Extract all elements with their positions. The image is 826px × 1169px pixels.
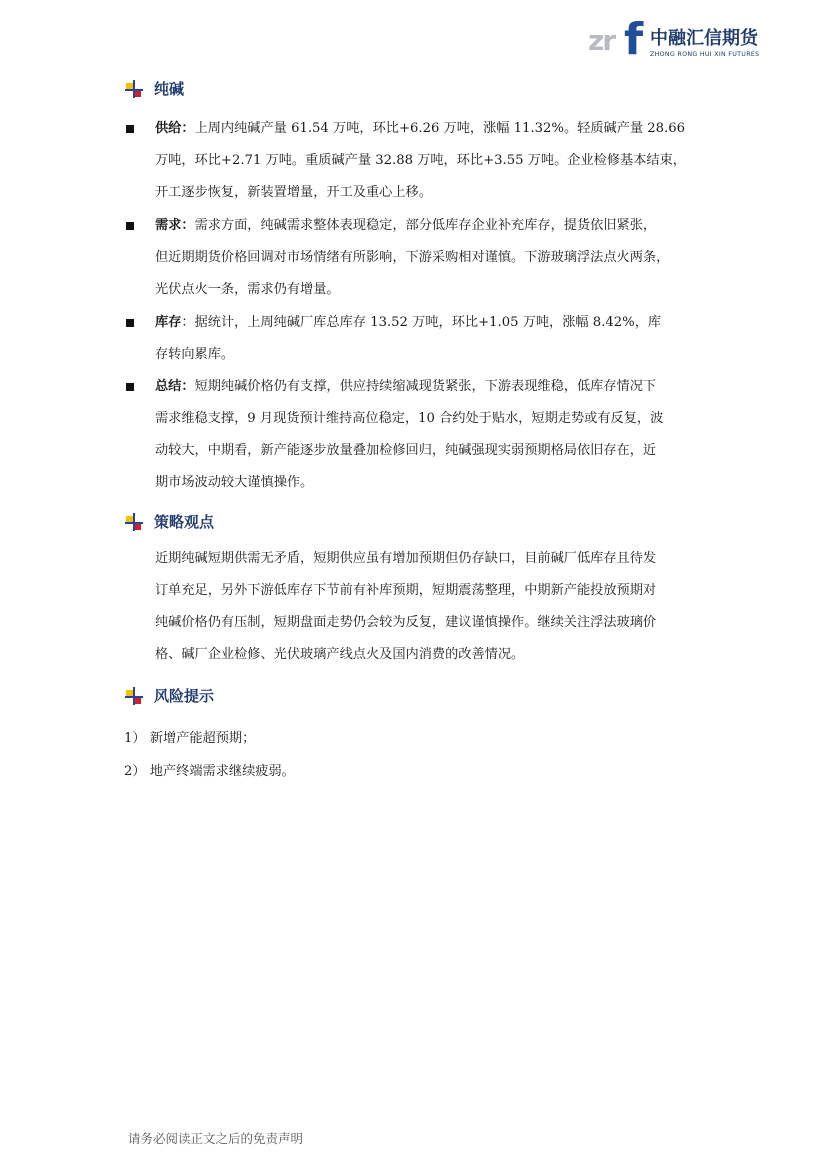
supply-line-3: 开工逐步恢复，新装置增量，开工及重心上移。: [155, 185, 432, 200]
section-marker-icon: [124, 686, 144, 706]
strategy-line-2: 订单充足，另外下游低库存下节前有补库预期，短期震荡整理，中期新产能投放预期对: [155, 583, 657, 598]
logo-chinese-name: 中融汇信期货: [650, 28, 758, 49]
strategy-line-1: 近期纯碱短期供需无矛盾，短期供应虽有增加预期但仍存缺口，目前碱厂低库存且待发: [155, 551, 657, 566]
section-marker-icon: [124, 512, 144, 532]
footer-disclaimer: 请务必阅读正文之后的免责声明: [128, 1131, 304, 1146]
strategy-line-4: 格、碱厂企业检修、光伏玻璃产线点火及国内消费的改善情况。: [155, 647, 525, 662]
demand-paragraph: [155, 210, 669, 306]
logo-mark-f: f: [624, 14, 644, 65]
demand-line-1: 需求方面，纯碱需求整体表现稳定，部分低库存企业补充库存，提货依旧紧张，: [194, 218, 657, 233]
supply-line-2: 万吨，环比+2.71 万吨。重质碱产量 32.88 万吨，环比+3.55 万吨。企业检修基本结束，: [155, 153, 686, 168]
summary-label: 总结：: [155, 379, 195, 394]
summary-line-4: 期市场波动较大谨慎操作。: [155, 475, 314, 490]
company-logo: [588, 14, 788, 65]
inventory-line-2: 存转向累库。: [155, 347, 235, 362]
inventory-line-1: ：据统计，上周纯碱厂库总库存 13.52 万吨，环比+1.05 万吨，涨幅 8.42%，库: [181, 315, 662, 330]
summary-line-1: 短期纯碱价格仍有支撑，供应持续缩减现货紧张，下游表现维稳，低库存情况下: [194, 379, 657, 394]
inventory-paragraph: [155, 307, 661, 371]
inventory-label: 库存: [155, 315, 182, 330]
section-marker-icon: [124, 79, 144, 99]
supply-label: 供给：: [155, 121, 195, 136]
summary-paragraph: [155, 371, 663, 499]
risk-item-2: 2） 地产终端需求继续疲弱。: [124, 764, 295, 779]
section-title: 策略观点: [154, 513, 215, 531]
bullet-square-icon: [126, 222, 134, 230]
risk-item-1: 1） 新增产能超预期；: [124, 731, 256, 746]
summary-line-3: 动较大，中期看，新产能逐步放量叠加检修回归，纯碱强现实弱预期格局依旧存在，近: [155, 443, 657, 458]
section-title: 风险提示: [154, 687, 215, 705]
supply-paragraph: [155, 113, 686, 209]
bullet-square-icon: [126, 319, 134, 327]
logo-mark-zr: zr: [588, 24, 615, 57]
strategy-line-3: 纯碱价格仍有压制，短期盘面走势仍会较为反复，建议谨慎操作。继续关注浮法玻璃价: [155, 615, 657, 630]
supply-line-1: 上周内纯碱产量 61.54 万吨，环比+6.26 万吨，涨幅 11.32%。轻质碱产量 28.66: [194, 121, 686, 136]
bullet-square-icon: [126, 383, 134, 391]
demand-label: 需求：: [155, 218, 195, 233]
demand-line-2: 但近期期货价格回调对市场情绪有所影响，下游采购相对谨慎。下游玻璃浮法点火两条，: [155, 250, 670, 265]
bullet-square-icon: [126, 125, 134, 133]
summary-line-2: 需求维稳支撑，9 月现货预计维持高位稳定，10 合约处于贴水，短期走势或有反复，波: [155, 411, 664, 426]
demand-line-3: 光伏点火一条，需求仍有增量。: [155, 282, 340, 297]
logo-english-name: ZHONG RONG HUI XIN FUTURES: [650, 51, 760, 58]
strategy-paragraph: [155, 543, 656, 671]
section-title: 纯碱: [154, 80, 185, 98]
